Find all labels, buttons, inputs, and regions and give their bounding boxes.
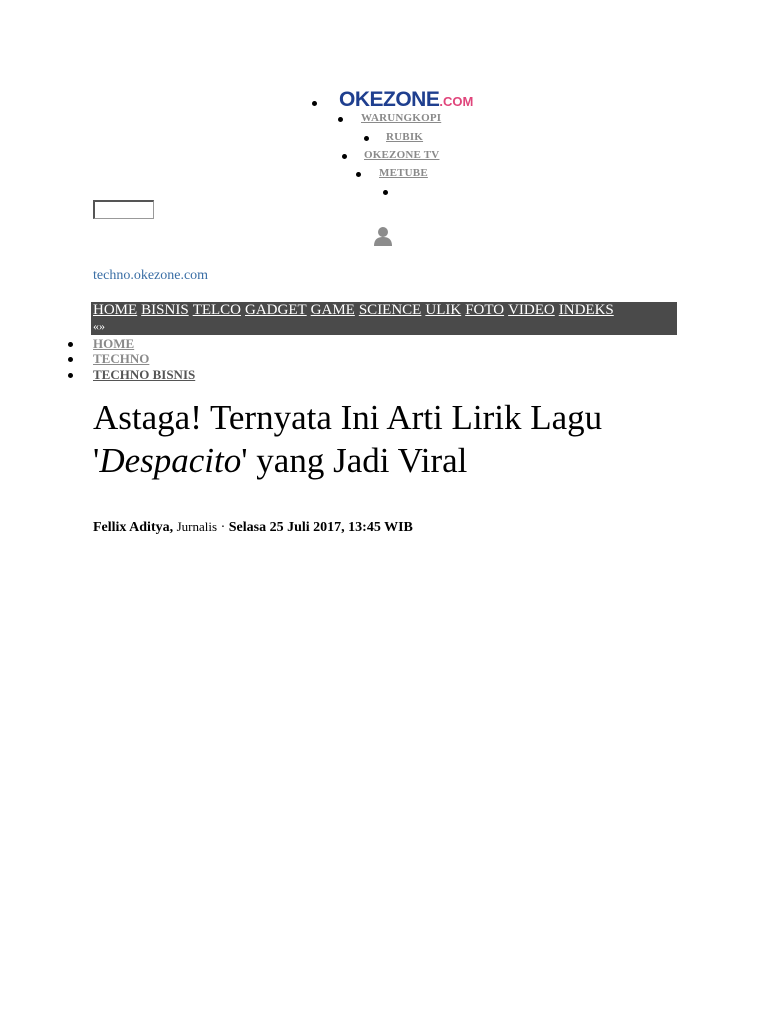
- nav-item-ulik[interactable]: ULIK: [425, 302, 462, 318]
- navbar-items: [93, 302, 618, 319]
- search-input[interactable]: [93, 200, 154, 219]
- article-title: [93, 396, 693, 482]
- article-title-post: ' yang Jadi Viral: [241, 441, 468, 480]
- list-bullet: [68, 373, 73, 378]
- nav-item-home[interactable]: HOME: [93, 302, 138, 318]
- logo-text-com: .COM: [439, 94, 474, 109]
- breadcrumb-techno-bisnis[interactable]: TECHNO BISNIS: [93, 367, 196, 382]
- article-title-italic: Despacito: [99, 441, 242, 480]
- site-url[interactable]: techno.okezone.com: [93, 268, 209, 283]
- nav-item-foto[interactable]: FOTO: [465, 302, 505, 318]
- list-bullet: [68, 342, 73, 347]
- article-byline: [93, 519, 413, 536]
- nav-item-game[interactable]: GAME: [310, 302, 355, 318]
- list-bullet: [383, 190, 388, 195]
- list-bullet: [356, 172, 361, 177]
- main-navbar: [91, 302, 677, 335]
- author-name[interactable]: Fellix Aditya,: [93, 520, 174, 535]
- nav-item-science[interactable]: SCIENCE: [358, 302, 422, 318]
- logo-text-zone: ZONE: [383, 88, 440, 111]
- list-bullet: [338, 117, 343, 122]
- nav-scroll-arrows[interactable]: «»: [93, 319, 105, 333]
- author-role: Jurnalis: [176, 519, 218, 534]
- article-title-pre: Astaga! Ternyata Ini Arti Lirik Lagu ': [93, 398, 603, 480]
- nav-item-bisnis[interactable]: BISNIS: [141, 302, 189, 318]
- nav-item-indeks[interactable]: INDEKS: [558, 302, 614, 318]
- top-link-okezone-tv[interactable]: OKEZONE TV: [364, 149, 440, 161]
- top-link-warungkopi[interactable]: WARUNGKOPI: [361, 112, 442, 124]
- publish-date: Selasa 25 Juli 2017, 13:45 WIB: [228, 520, 413, 535]
- breadcrumb-techno[interactable]: TECHNO: [93, 351, 150, 366]
- nav-item-video[interactable]: VIDEO: [508, 302, 555, 318]
- list-bullet: [312, 101, 317, 106]
- okezone-logo[interactable]: [339, 88, 473, 110]
- breadcrumb-home[interactable]: HOME: [93, 336, 135, 351]
- nav-item-telco[interactable]: TELCO: [192, 302, 242, 318]
- list-bullet: [342, 154, 347, 159]
- logo-text-oke: OKE: [339, 88, 384, 111]
- byline-separator: ·: [220, 520, 226, 535]
- top-link-rubik[interactable]: RUBIK: [386, 131, 424, 143]
- nav-item-gadget[interactable]: GADGET: [245, 302, 307, 318]
- top-link-metube[interactable]: METUBE: [379, 167, 428, 179]
- list-bullet: [68, 357, 73, 362]
- user-icon[interactable]: [374, 226, 392, 246]
- list-bullet: [364, 136, 369, 141]
